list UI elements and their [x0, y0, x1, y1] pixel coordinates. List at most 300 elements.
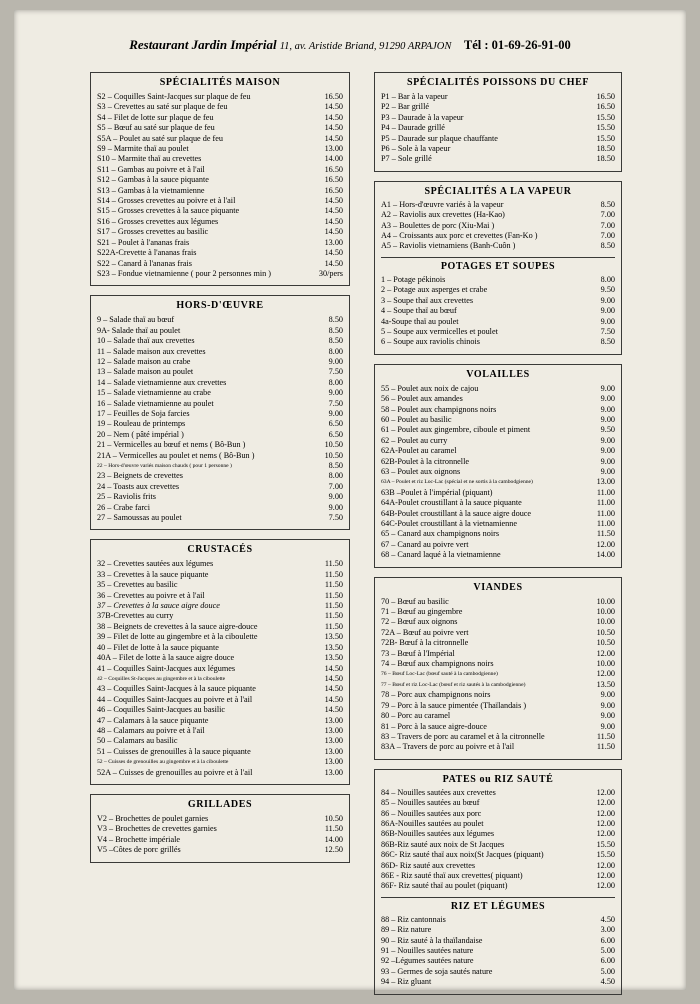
menu-item-price: 8.00 [600, 274, 615, 284]
menu-item-price: 10.00 [596, 607, 615, 617]
menu-item-price: 12.50 [324, 845, 343, 855]
menu-item-price: 14.50 [324, 196, 343, 206]
menu-item [97, 601, 343, 611]
menu-item-price: 11.00 [596, 508, 615, 518]
menu-item-price: 15.50 [596, 112, 615, 122]
menu-item-name: 37B-Crevettes au curry [97, 611, 174, 621]
menu-item-price: 9.00 [600, 414, 615, 424]
menu-item-name: S22A-Crevette à l'ananas frais [97, 248, 197, 258]
menu-item-price: 18.50 [596, 144, 615, 154]
menu-item [97, 513, 343, 523]
menu-item-price: 10.50 [596, 627, 615, 637]
menu-item-name: A2 – Raviolis aux crevettes (Ha-Kao) [381, 210, 505, 220]
menu-item-name: 62B-Poulet à la citronnelle [381, 456, 469, 466]
menu-item-price: 15.50 [596, 133, 615, 143]
menu-item-name: 44 – Coquilles Saint-Jacques au poivre et à l'ail [97, 694, 253, 704]
menu-item-name: 65 – Canard aux champignons noirs [381, 529, 500, 539]
menu-item-name: 50 – Calamars au basilic [97, 736, 178, 746]
menu-item [381, 607, 615, 617]
menu-item-name: 3 – Soupe thaï aux crevettes [381, 295, 474, 305]
menu-item [97, 482, 343, 492]
menu-item-name: 86F- Riz sauté thaï au poulet (piquant) [381, 881, 508, 891]
menu-item-name: 72A – Bœuf au poivre vert [381, 627, 469, 637]
menu-item [97, 315, 343, 325]
menu-item [97, 824, 343, 834]
menu-item-price: 9.00 [600, 316, 615, 326]
menu-item-name: 2 – Potage aux asperges et crabe [381, 285, 488, 295]
menu-item-name: 81 – Porc à la sauce aigre-douce [381, 721, 487, 731]
menu-item-price: 14.00 [324, 834, 343, 844]
menu-page [14, 10, 686, 990]
menu-item [381, 638, 615, 648]
menu-item-name: 17 – Feuilles de Soja farcies [97, 408, 190, 418]
menu-item [381, 659, 615, 669]
menu-item [381, 285, 615, 295]
menu-item [381, 597, 615, 607]
menu-item [381, 102, 615, 112]
menu-item-price: 9.50 [600, 425, 615, 435]
menu-item-price: 13.00 [324, 237, 343, 247]
menu-item-price: 14.50 [324, 227, 343, 237]
menu-item [97, 492, 343, 502]
menu-item-name: 64C-Poulet croustillant à la vietnamienne [381, 519, 517, 528]
menu-item [97, 186, 343, 196]
menu-item [97, 144, 343, 154]
menu-item-name: 41 – Coquilles Saint-Jacques aux légumes [97, 663, 236, 673]
menu-section [90, 794, 350, 863]
menu-item-name: 13 – Salade maison au poulet [97, 367, 194, 377]
menu-item-price: 6.00 [600, 956, 615, 966]
menu-item-price: 11.00 [596, 519, 615, 528]
menu-item-name: S13 – Gambas à la vietnamienne [97, 185, 205, 195]
menu-item-price: 14.50 [324, 248, 343, 258]
menu-section [374, 769, 622, 995]
menu-item-name: S15 – Grosses crevettes à la sauce piquante [97, 206, 240, 216]
menu-item-price: 9.00 [600, 700, 615, 710]
menu-item [381, 425, 615, 435]
menu-item-price: 12.00 [596, 669, 615, 679]
menu-item-price: 14.50 [324, 216, 343, 226]
menu-item-name: 63B –Poulet à l'impérial (piquant) [381, 487, 493, 497]
menu-item-list [381, 915, 615, 988]
menu-item-price: 8.00 [328, 346, 343, 356]
menu-item-price: 7.50 [328, 513, 343, 523]
menu-item-price: 13.50 [324, 653, 343, 663]
menu-item-price: 9.00 [600, 383, 615, 393]
menu-item-name: 70 – Bœuf au basilic [381, 596, 449, 606]
menu-item-name: 74 – Bœuf aux champignons noirs [381, 659, 494, 669]
menu-item-price: 8.00 [328, 377, 343, 387]
menu-item-list [97, 559, 343, 778]
menu-item-price: 12.00 [596, 798, 615, 808]
menu-item-price: 7.00 [328, 481, 343, 491]
menu-item [381, 809, 615, 819]
menu-item-price: 14.00 [596, 550, 615, 560]
menu-item [97, 102, 343, 112]
menu-item [381, 144, 615, 154]
menu-item-price: 12.00 [596, 870, 615, 880]
menu-item [97, 388, 343, 398]
menu-item-name: S22 – Canard à l'ananas frais [97, 258, 192, 268]
menu-item-name: P7 – Sole grillé [381, 154, 432, 164]
menu-item-name: 43 – Coquilles Saint-Jacques à la sauce piquante [97, 684, 256, 694]
menu-item [381, 488, 615, 498]
menu-item-name: 86B-Riz sauté aux noix de St Jacques [381, 839, 505, 849]
menu-item [381, 840, 615, 850]
menu-item-price: 15.50 [596, 839, 615, 849]
menu-item [381, 690, 615, 700]
menu-item-name: V4 – Brochette impériale [97, 834, 180, 844]
menu-item [381, 92, 615, 102]
menu-item-price: 9.00 [600, 295, 615, 305]
menu-item-name: 51 – Cuisses de grenouilles à la sauce piquante [97, 746, 251, 756]
menu-item-price: 9.00 [600, 711, 615, 721]
menu-item-name: 86C- Riz sauté thaï aux noix(St Jacques (piquant) [381, 850, 544, 860]
menu-item-name: 58 – Poulet aux champignons noirs [381, 404, 497, 414]
menu-item [97, 238, 343, 248]
menu-item-price: 11.50 [324, 590, 343, 600]
menu-item-list [381, 200, 615, 252]
menu-item-list [97, 92, 343, 279]
menu-section-title: HORS-D'ŒUVRE [176, 300, 264, 312]
menu-item-name: A1 – Hors-d'œuvre variés à la vapeur [381, 199, 504, 209]
menu-item-name: S12 – Gambas à la sauce piquante [97, 175, 209, 185]
menu-section-title: VIANDES [473, 581, 523, 593]
menu-item-name: 64A-Poulet croustillant à la sauce piquante [381, 498, 522, 508]
menu-item-name: 86A-Nouilles sautées au poulet [381, 818, 484, 828]
menu-item-price: 12.00 [596, 808, 615, 818]
menu-section-title: SPÉCIALITÉS MAISON [159, 77, 281, 88]
menu-item-price: 12.00 [596, 818, 615, 828]
menu-item-name: 83 – Travers de porc au caramel et à la citronnelle [381, 731, 545, 741]
menu-item [97, 206, 343, 216]
menu-item-price: 14.50 [324, 123, 343, 133]
menu-item-name: 93 – Germes de soja sautés nature [381, 966, 493, 976]
menu-item [381, 722, 615, 732]
menu-item [97, 664, 343, 674]
menu-item-price: 4.50 [600, 977, 615, 987]
menu-item-price: 7.00 [600, 220, 615, 230]
menu-item-price: 8.50 [600, 337, 615, 347]
menu-item [97, 503, 343, 513]
menu-item-price: 6.00 [600, 935, 615, 945]
menu-item [381, 711, 615, 721]
menu-item [97, 440, 343, 450]
menu-item-name: 11 – Salade maison aux crevettes [97, 346, 206, 356]
menu-item-name: 80 – Porc au caramel [381, 711, 451, 721]
menu-item-price: 7.00 [600, 210, 615, 220]
menu-item-name: 39 – Filet de lotte au gingembre et à la ciboulette [97, 632, 258, 642]
menu-item-price: 9.00 [600, 435, 615, 445]
menu-item-name: 73 – Bœuf à l'Impérial [381, 648, 455, 658]
menu-item-name: 86E - Riz sauté thaï aux crevettes( piquant) [381, 870, 523, 880]
restaurant-name: Restaurant Jardin Impérial [129, 37, 277, 52]
menu-item [97, 835, 343, 845]
menu-section-title: SPÉCIALITÉS POISSONS DU CHEF [406, 77, 590, 88]
menu-item [97, 591, 343, 601]
menu-item [97, 736, 343, 746]
menu-item-name: 10 – Salade thaï aux crevettes [97, 336, 195, 346]
menu-item [381, 498, 615, 508]
menu-item-price: 16.50 [324, 92, 343, 101]
menu-item [97, 123, 343, 133]
menu-item-price: 11.00 [596, 498, 615, 508]
menu-item [381, 436, 615, 446]
menu-item [97, 559, 343, 569]
menu-item-price: 15.50 [596, 123, 615, 133]
menu-item-name: 21 – Vermicelles au bœuf et nems ( Bô-Bun ) [97, 440, 246, 450]
menu-item [381, 154, 615, 164]
menu-item [381, 529, 615, 539]
menu-item-price: 16.50 [596, 102, 615, 112]
menu-item-price: 13.00 [324, 736, 343, 746]
menu-item-price: 8.50 [328, 325, 343, 335]
menu-item [381, 509, 615, 519]
menu-item-name: P6 – Sole à la vapeur [381, 144, 451, 154]
menu-item-price: 13.00 [324, 746, 343, 756]
menu-item-name: 63 – Poulet aux oignons [381, 466, 461, 476]
menu-item-name: V3 – Brochettes de crevettes garnies [97, 824, 217, 834]
menu-item-price: 14.50 [324, 102, 343, 112]
menu-item-name: S5A – Poulet au saté sur plaque de feu [97, 133, 223, 143]
menu-item-list [97, 315, 343, 523]
menu-item-price: 9.00 [328, 408, 343, 418]
menu-item-name: S21 – Poulet à l'ananas frais [97, 237, 190, 247]
menu-item-price: 13.00 [324, 715, 343, 725]
menu-item [381, 871, 615, 881]
menu-item-name: 20 – Nem ( pâté impérial ) [97, 429, 184, 439]
menu-item [381, 819, 615, 829]
menu-item [381, 850, 615, 860]
menu-item [97, 726, 343, 736]
menu-item-name: 9 – Salade thaï au bœuf [97, 315, 175, 325]
menu-item-name: P3 – Daurade à la vapeur [381, 112, 464, 122]
menu-item-name: 35 – Crevettes au basilic [97, 580, 178, 590]
menu-item-name: 89 – Riz nature [381, 925, 432, 935]
menu-item-name: S23 – Fondue vietnamienne ( pour 2 personnes min ) [97, 268, 271, 278]
menu-item [381, 337, 615, 347]
menu-header [14, 10, 686, 53]
menu-item [381, 925, 615, 935]
menu-item [97, 580, 343, 590]
menu-item-price: 9.00 [328, 492, 343, 502]
menu-item-price: 14.50 [324, 133, 343, 143]
menu-item-name: 19 – Rouleau de printemps [97, 419, 186, 429]
menu-item [97, 113, 343, 123]
menu-item [381, 221, 615, 231]
menu-item [97, 716, 343, 726]
menu-item-name: S3 – Crevettes au saté sur plaque de feu [97, 102, 228, 112]
menu-item [97, 347, 343, 357]
menu-section-title: RIZ ET LÉGUMES [381, 897, 615, 912]
menu-item-price: 13.50 [596, 679, 615, 689]
menu-item [97, 653, 343, 663]
menu-item-price: 9.00 [600, 456, 615, 466]
menu-item [381, 701, 615, 711]
menu-item-price: 11.50 [324, 601, 343, 611]
menu-item-price: 11.50 [596, 742, 615, 752]
menu-item [381, 467, 615, 477]
menu-item-name: P5 – Daurade sur plaque chauffante [381, 133, 498, 143]
menu-section [374, 364, 622, 568]
menu-item-name: 60 – Poulet au basilic [381, 414, 452, 424]
menu-item-name: S16 – Grosses crevettes aux légumes [97, 216, 219, 226]
menu-item [97, 611, 343, 621]
menu-item [97, 259, 343, 269]
menu-item-name: 15 – Salade vietnamienne au crabe [97, 388, 211, 398]
menu-item [381, 296, 615, 306]
menu-item [97, 248, 343, 258]
menu-item-name: 55 – Poulet aux noix de cajou [381, 383, 479, 393]
menu-section [374, 72, 622, 172]
menu-column-left [90, 72, 350, 872]
menu-item-name: 84 – Nouilles sautées aux crevettes [381, 787, 496, 797]
menu-item-price: 16.50 [324, 175, 343, 185]
menu-item-price: 10.00 [596, 659, 615, 669]
menu-item-price: 16.50 [596, 92, 615, 101]
menu-item-name: 12 – Salade maison au crabe [97, 356, 191, 366]
menu-item-list [381, 92, 615, 165]
menu-item-price: 8.00 [328, 471, 343, 481]
menu-item-name: 23 – Beignets de crevettes [97, 471, 183, 481]
menu-item-name: V5 –Côtes de porc grillés [97, 845, 181, 855]
menu-item-price: 8.50 [328, 336, 343, 346]
menu-item [381, 881, 615, 891]
menu-item [381, 742, 615, 752]
menu-item-name: 16 – Salade vietnamienne au poulet [97, 398, 214, 408]
menu-item-name: 56 – Poulet aux amandes [381, 394, 463, 404]
menu-item-price: 9.00 [328, 356, 343, 366]
menu-item [381, 405, 615, 415]
menu-item [97, 814, 343, 824]
menu-item-price: 10.50 [324, 440, 343, 450]
menu-item-name: 21A – Vermicelles au poulet et nems ( Bô-Bun ) [97, 450, 255, 460]
menu-item-price: 14.50 [324, 258, 343, 268]
menu-item [97, 154, 343, 164]
menu-item [97, 705, 343, 715]
menu-section-title: POTAGES ET SOUPES [381, 257, 615, 272]
menu-item [381, 123, 615, 133]
menu-item [381, 113, 615, 123]
menu-item-name: A4 – Croissants aux porc et crevettes (Fan-Ko ) [381, 231, 538, 241]
menu-item [97, 196, 343, 206]
menu-item [97, 643, 343, 653]
menu-item-price: 14.50 [324, 673, 343, 683]
menu-item-price: 10.50 [596, 638, 615, 648]
menu-item-price: 13.50 [324, 632, 343, 642]
menu-item-price: 9.00 [600, 404, 615, 414]
menu-item [381, 231, 615, 241]
menu-item-price: 13.50 [324, 642, 343, 652]
menu-item [97, 471, 343, 481]
menu-item [97, 695, 343, 705]
menu-item-price: 15.50 [596, 850, 615, 860]
menu-item-price: 4.50 [600, 914, 615, 924]
menu-item [97, 757, 343, 767]
menu-item-price: 14.00 [324, 154, 343, 164]
menu-item [97, 768, 343, 778]
menu-section-title: VOLAILLES [466, 368, 530, 380]
menu-item-name: 1 – Potage pékinois [381, 274, 446, 284]
menu-item-list [381, 384, 615, 561]
menu-item-name: 78 – Porc aux champignons noirs [381, 690, 491, 700]
menu-item [97, 357, 343, 367]
menu-item [97, 175, 343, 185]
menu-item-price: 9.00 [600, 690, 615, 700]
menu-item-price: 14.50 [324, 206, 343, 216]
menu-item-name: S10 – Marmite thaï au crevettes [97, 154, 202, 164]
menu-item-name: 72B- Bœuf à la citronnelle [381, 638, 469, 648]
menu-item-price: 11.00 [596, 487, 615, 497]
menu-item [381, 967, 615, 977]
menu-item [381, 457, 615, 467]
menu-item-price: 7.00 [600, 231, 615, 241]
menu-item-name: P2 – Bar grillé [381, 102, 429, 112]
menu-item-price: 10.50 [324, 450, 343, 460]
menu-item-price: 9.50 [600, 285, 615, 295]
menu-item-name: 36 – Crevettes au poivre et à l'ail [97, 590, 205, 600]
menu-item-name: S11 – Gambas au poivre et à l'ail [97, 164, 205, 174]
menu-item-price: 7.50 [328, 398, 343, 408]
menu-item-price: 11.50 [596, 529, 615, 539]
menu-item [381, 861, 615, 871]
menu-item-name: 72 – Bœuf aux oignons [381, 617, 458, 627]
menu-item [381, 550, 615, 560]
menu-item-price: 11.50 [596, 731, 615, 741]
menu-item-name: 88 – Riz cantonnais [381, 914, 446, 924]
menu-item-price: 11.50 [324, 559, 343, 569]
menu-item-price: 12.00 [596, 829, 615, 839]
menu-item [381, 540, 615, 550]
menu-item-name: 25 – Raviolis frits [97, 492, 156, 502]
menu-item-price: 5.00 [600, 966, 615, 976]
menu-item-price: 9.00 [600, 394, 615, 404]
menu-item-name: P4 – Daurade grillé [381, 123, 445, 133]
menu-item-name: 86 – Nouilles sautées aux porc [381, 808, 482, 818]
menu-item [97, 217, 343, 227]
menu-item [381, 946, 615, 956]
menu-item [381, 956, 615, 966]
menu-item-name: 24 – Toasts aux crevettes [97, 481, 180, 491]
menu-item-price: 9.00 [600, 466, 615, 476]
menu-item-price: 11.50 [324, 611, 343, 621]
menu-item-price: 14.50 [324, 694, 343, 704]
menu-item [381, 669, 615, 679]
menu-item [97, 674, 343, 684]
menu-item [381, 384, 615, 394]
menu-item [381, 977, 615, 987]
menu-item [381, 134, 615, 144]
menu-item-list [97, 814, 343, 856]
menu-item [381, 394, 615, 404]
menu-item [97, 570, 343, 580]
restaurant-phone: Tél : 01-69-26-91-00 [463, 38, 571, 52]
menu-item [381, 477, 615, 487]
menu-item-name: 52 – Cuisses de grenouilles au gingembre et à la ciboulette [97, 759, 229, 766]
menu-item-name: 62 – Poulet au curry [381, 435, 448, 445]
menu-item [97, 684, 343, 694]
menu-item-price: 11.50 [324, 824, 343, 834]
menu-column-right [374, 72, 622, 1004]
menu-item [381, 680, 615, 690]
menu-item-name: S14 – Grosses crevettes au poivre et à l'ail [97, 196, 236, 206]
menu-item [381, 915, 615, 925]
menu-item [97, 269, 343, 279]
menu-item-price: 9.00 [600, 721, 615, 731]
menu-item-name: 32 – Crevettes sautées aux légumes [97, 559, 214, 569]
menu-item-price: 12.00 [596, 881, 615, 891]
menu-item-price: 13.00 [324, 757, 343, 767]
